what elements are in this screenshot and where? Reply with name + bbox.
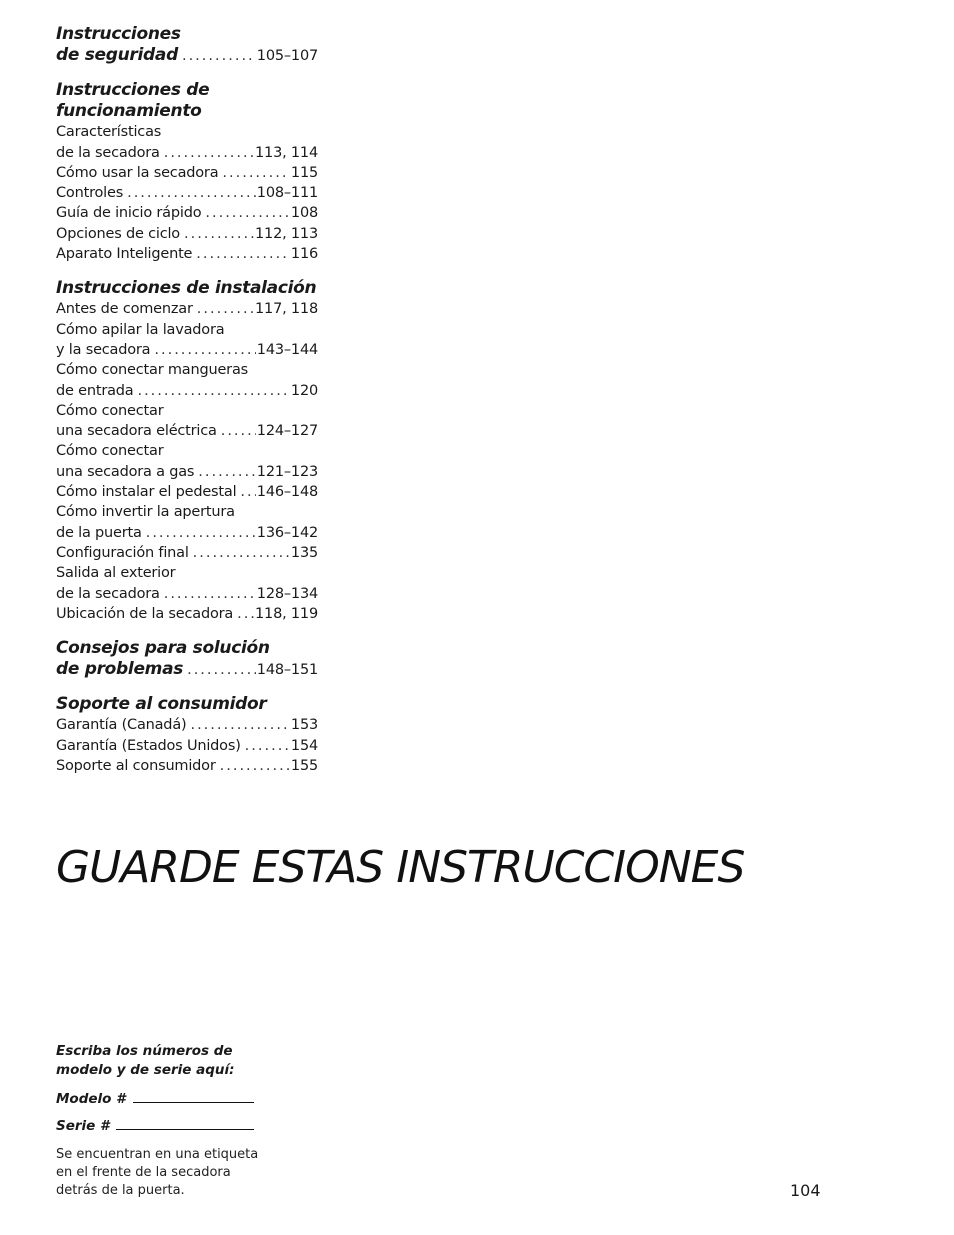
toc-entry-line: Salida al exterior bbox=[56, 565, 176, 582]
entry-label: Ubicación de la secadora bbox=[56, 605, 234, 622]
toc-entry bbox=[56, 584, 318, 604]
toc-entry bbox=[56, 462, 318, 482]
leader-dots bbox=[187, 660, 256, 680]
entry-label: Garantía (Canadá) bbox=[56, 717, 187, 734]
leader-dots bbox=[184, 224, 254, 244]
note-line: detrás de la puerta. bbox=[56, 1183, 185, 1198]
entry-label: Controles bbox=[56, 185, 124, 202]
record-intro-line: modelo y de serie aquí: bbox=[56, 1062, 235, 1078]
page-range: 112, 113 bbox=[255, 225, 318, 242]
page-range: 105–107 bbox=[256, 48, 318, 64]
model-label: Modelo # bbox=[56, 1091, 126, 1107]
section-heading: Instrucciones de instalación bbox=[56, 278, 317, 299]
leader-dots bbox=[146, 523, 256, 543]
page-range: 121–123 bbox=[256, 463, 318, 480]
page-number: 104 bbox=[790, 1181, 821, 1200]
save-instructions-banner: GUARDE ESTAS INSTRUCCIONES bbox=[56, 842, 745, 893]
page-range: 117, 118 bbox=[255, 301, 318, 318]
leader-dots bbox=[220, 756, 290, 776]
record-intro bbox=[56, 1042, 296, 1080]
leader-dots bbox=[240, 482, 255, 502]
leader-dots bbox=[222, 163, 290, 183]
page-range: 155 bbox=[290, 758, 318, 775]
toc-entry bbox=[56, 45, 318, 66]
page-range: 146–148 bbox=[256, 484, 318, 501]
page-range: 118, 119 bbox=[255, 605, 318, 622]
page-range: 154 bbox=[290, 737, 318, 754]
entry-label: Antes de comenzar bbox=[56, 301, 193, 318]
toc-entry bbox=[56, 299, 318, 319]
entry-label: de la secadora bbox=[56, 585, 160, 602]
toc-entry-line: Cómo conectar bbox=[56, 402, 164, 419]
page-range: 148–151 bbox=[256, 662, 318, 679]
toc-entry-line: Características bbox=[56, 124, 162, 141]
leader-dots bbox=[193, 543, 290, 563]
leader-dots bbox=[137, 381, 289, 401]
table-of-contents bbox=[56, 24, 318, 790]
section-heading: Instrucciones de funcionamiento bbox=[56, 80, 210, 122]
leader-dots bbox=[182, 46, 256, 66]
toc-entry-line: Cómo conectar bbox=[56, 443, 164, 460]
toc-entry bbox=[56, 163, 318, 183]
leader-dots bbox=[196, 244, 290, 264]
section-heading bbox=[56, 638, 318, 659]
page-range: 115 bbox=[290, 164, 318, 181]
leader-dots bbox=[190, 715, 289, 735]
toc-entry bbox=[56, 659, 318, 680]
section-heading-line: de problemas bbox=[56, 659, 184, 680]
toc-entry bbox=[56, 482, 318, 502]
leader-dots bbox=[154, 340, 255, 360]
page-range: 135 bbox=[290, 544, 318, 561]
leader-dots bbox=[198, 462, 256, 482]
leader-dots bbox=[205, 203, 290, 223]
page-range: 113, 114 bbox=[255, 144, 318, 161]
toc-entry bbox=[56, 543, 318, 563]
toc-entry bbox=[56, 203, 318, 223]
toc-entry bbox=[56, 224, 318, 244]
page-range: 108–111 bbox=[256, 185, 318, 202]
toc-entry bbox=[56, 523, 318, 543]
model-number-field bbox=[56, 1090, 254, 1107]
leader-dots bbox=[237, 604, 254, 624]
toc-entry bbox=[56, 756, 318, 776]
page-range: 143–144 bbox=[256, 341, 318, 358]
page-range: 124–127 bbox=[256, 423, 318, 440]
page-range: 120 bbox=[290, 382, 318, 399]
note-line: Se encuentran en una etiqueta bbox=[56, 1147, 259, 1162]
page-range: 153 bbox=[290, 717, 318, 734]
entry-label: Opciones de ciclo bbox=[56, 225, 180, 242]
serial-number-field bbox=[56, 1117, 254, 1134]
toc-entry bbox=[56, 143, 318, 163]
page-range: 136–142 bbox=[256, 524, 318, 541]
entry-label: Soporte al consumidor bbox=[56, 758, 216, 775]
note-line: en el frente de la secadora bbox=[56, 1165, 231, 1180]
toc-section-troubleshooting bbox=[56, 638, 318, 680]
label-location-note bbox=[56, 1146, 296, 1200]
entry-label: de entrada bbox=[56, 382, 134, 399]
leader-dots bbox=[197, 299, 254, 319]
toc-entry bbox=[56, 736, 318, 756]
toc-entry-line: Cómo apilar la lavadora bbox=[56, 321, 225, 338]
entry-label: Cómo usar la secadora bbox=[56, 164, 219, 181]
entry-label: de la puerta bbox=[56, 524, 142, 541]
heading-line: Instrucciones bbox=[56, 24, 181, 44]
toc-entry bbox=[56, 715, 318, 735]
toc-entry bbox=[56, 421, 318, 441]
page-range: 108 bbox=[290, 205, 318, 222]
toc-entry-line: Cómo conectar mangueras bbox=[56, 362, 248, 379]
toc-section-safety bbox=[56, 24, 318, 66]
toc-entry-line: Cómo invertir la apertura bbox=[56, 504, 235, 521]
entry-label: Configuración final bbox=[56, 544, 189, 561]
toc-section-installation bbox=[56, 278, 318, 624]
model-blank-line bbox=[133, 1090, 254, 1103]
toc-section-consumer-support bbox=[56, 694, 318, 776]
serial-label: Serie # bbox=[56, 1118, 110, 1134]
toc-entry bbox=[56, 183, 318, 203]
page-range: 116 bbox=[290, 246, 318, 263]
leader-dots bbox=[164, 584, 256, 604]
entry-label: Garantía (Estados Unidos) bbox=[56, 737, 241, 754]
toc-entry bbox=[56, 604, 318, 624]
entry-label: una secadora eléctrica bbox=[56, 423, 217, 440]
section-heading bbox=[56, 24, 318, 45]
section-heading: Soporte al consumidor bbox=[56, 694, 267, 715]
section-heading-line: de seguridad bbox=[56, 45, 178, 65]
page-range: 128–134 bbox=[256, 585, 318, 602]
leader-dots bbox=[221, 421, 256, 441]
toc-section-operating bbox=[56, 80, 318, 264]
leader-dots bbox=[127, 183, 256, 203]
model-serial-record bbox=[56, 1042, 296, 1200]
toc-entry bbox=[56, 340, 318, 360]
toc-entry bbox=[56, 381, 318, 401]
entry-label: de la secadora bbox=[56, 144, 160, 161]
record-intro-line: Escriba los números de bbox=[56, 1043, 233, 1059]
heading-line: Consejos para solución bbox=[56, 638, 270, 659]
serial-blank-line bbox=[116, 1117, 254, 1130]
toc-entry bbox=[56, 244, 318, 264]
leader-dots bbox=[164, 143, 254, 163]
entry-label: Cómo instalar el pedestal bbox=[56, 484, 237, 501]
entry-label: Guía de inicio rápido bbox=[56, 205, 202, 222]
leader-dots bbox=[245, 736, 290, 756]
entry-label: una secadora a gas bbox=[56, 463, 195, 480]
entry-label: Aparato Inteligente bbox=[56, 246, 193, 263]
entry-label: y la secadora bbox=[56, 341, 151, 358]
